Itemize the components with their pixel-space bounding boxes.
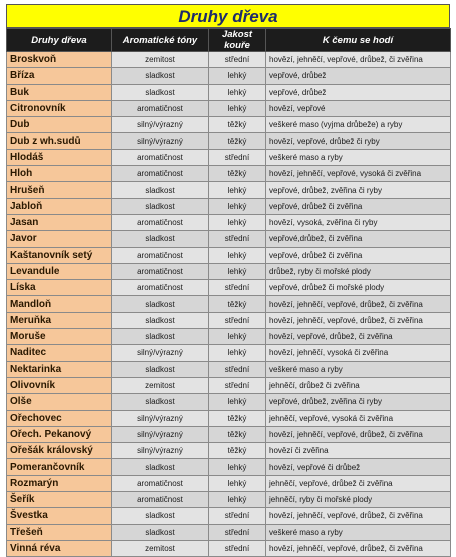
table-row: [7, 475, 451, 491]
aroma-cell: zemitost: [112, 540, 209, 556]
table-row: [7, 182, 451, 198]
smoke-quality-cell: těžký: [209, 410, 266, 426]
table-row: [7, 443, 451, 459]
usage-cell: veškeré maso (vyjma drůbeže) a ryby: [266, 117, 451, 133]
usage-cell: hovězí, jehněčí, vepřové, drůbež, či zvěřina: [266, 312, 451, 328]
aroma-cell: silný/výrazný: [112, 426, 209, 442]
usage-cell: vepřové, drůbež: [266, 84, 451, 100]
usage-cell: jehněčí, vepřové, drůbež či zvěřina: [266, 475, 451, 491]
wood-name-cell: Hrušeň: [7, 182, 112, 198]
table-row: [7, 117, 451, 133]
wood-name-cell: Levandule: [7, 263, 112, 279]
wood-name-cell: Třešeň: [7, 524, 112, 540]
table-row: [7, 361, 451, 377]
wood-name-cell: Jabloň: [7, 198, 112, 214]
aroma-cell: sladkost: [112, 394, 209, 410]
smoke-quality-cell: těžký: [209, 133, 266, 149]
table-row: [7, 345, 451, 361]
aroma-cell: silný/výrazný: [112, 443, 209, 459]
usage-cell: hovězí či zvěřina: [266, 443, 451, 459]
wood-name-cell: Meruňka: [7, 312, 112, 328]
usage-cell: hovězí, jehněčí, vepřové, drůbež, či zvěřina: [266, 508, 451, 524]
table-row: [7, 149, 451, 165]
smoke-quality-cell: lehký: [209, 263, 266, 279]
usage-cell: hovězí, jehněčí, vysoká či zvěřina: [266, 345, 451, 361]
aroma-cell: aromatičnost: [112, 475, 209, 491]
table-row: [7, 198, 451, 214]
wood-name-cell: Olše: [7, 394, 112, 410]
usage-cell: jehněčí, vepřové, vysoká či zvěřina: [266, 410, 451, 426]
aroma-cell: aromatičnost: [112, 280, 209, 296]
smoke-quality-cell: těžký: [209, 443, 266, 459]
aroma-cell: silný/výrazný: [112, 117, 209, 133]
usage-cell: veškeré maso a ryby: [266, 149, 451, 165]
smoke-quality-cell: střední: [209, 361, 266, 377]
smoke-quality-cell: těžký: [209, 426, 266, 442]
wood-name-cell: Javor: [7, 231, 112, 247]
wood-name-cell: Ořešák královský: [7, 443, 112, 459]
table-row: [7, 426, 451, 442]
aroma-cell: sladkost: [112, 508, 209, 524]
aroma-cell: sladkost: [112, 231, 209, 247]
wood-name-cell: Nektarinka: [7, 361, 112, 377]
wood-name-cell: Pomerančovník: [7, 459, 112, 475]
wood-name-cell: Olivovník: [7, 377, 112, 393]
smoke-quality-cell: lehký: [209, 68, 266, 84]
wood-name-cell: Ořechovec: [7, 410, 112, 426]
smoke-quality-cell: střední: [209, 280, 266, 296]
usage-cell: vepřové, drůbež či zvěřina: [266, 198, 451, 214]
smoke-quality-cell: lehký: [209, 492, 266, 508]
smoke-quality-cell: střední: [209, 149, 266, 165]
column-header-smoke: Jakost kouře: [209, 29, 266, 52]
usage-cell: vepřové, drůbež či zvěřina: [266, 247, 451, 263]
aroma-cell: sladkost: [112, 459, 209, 475]
column-header-use: K čemu se hodí: [266, 29, 451, 52]
wood-name-cell: Moruše: [7, 329, 112, 345]
table-row: [7, 231, 451, 247]
wood-name-cell: Buk: [7, 84, 112, 100]
table-row: [7, 508, 451, 524]
aroma-cell: sladkost: [112, 329, 209, 345]
column-header-wood: Druhy dřeva: [7, 29, 112, 52]
usage-cell: jehněčí, drůbež či zvěřina: [266, 377, 451, 393]
wood-name-cell: Hloh: [7, 166, 112, 182]
usage-cell: drůbež, ryby či mořské plody: [266, 263, 451, 279]
aroma-cell: silný/výrazný: [112, 345, 209, 361]
smoke-quality-cell: těžký: [209, 117, 266, 133]
smoke-quality-cell: střední: [209, 231, 266, 247]
smoke-quality-cell: lehký: [209, 182, 266, 198]
usage-cell: hovězí, vysoká, zvěřina či ryby: [266, 214, 451, 230]
usage-cell: hovězí, vepřové, drůbež či ryby: [266, 133, 451, 149]
smoke-quality-cell: lehký: [209, 394, 266, 410]
wood-name-cell: Rozmarýn: [7, 475, 112, 491]
smoke-quality-cell: střední: [209, 52, 266, 68]
smoke-quality-cell: lehký: [209, 214, 266, 230]
table-body: [7, 52, 451, 557]
table-row: [7, 459, 451, 475]
wood-name-cell: Broskvoň: [7, 52, 112, 68]
usage-cell: veškeré maso a ryby: [266, 524, 451, 540]
aroma-cell: aromatičnost: [112, 100, 209, 116]
aroma-cell: sladkost: [112, 524, 209, 540]
usage-cell: hovězí, jehněčí, vepřové, drůbež, či zvěřina: [266, 296, 451, 312]
sheet-title: Druhy dřeva: [6, 4, 450, 28]
smoke-quality-cell: lehký: [209, 84, 266, 100]
table-row: [7, 247, 451, 263]
wood-name-cell: Naditec: [7, 345, 112, 361]
aroma-cell: sladkost: [112, 312, 209, 328]
aroma-cell: sladkost: [112, 198, 209, 214]
table-row: [7, 312, 451, 328]
table-row: [7, 166, 451, 182]
table-row: [7, 540, 451, 556]
aroma-cell: sladkost: [112, 182, 209, 198]
smoke-quality-cell: těžký: [209, 296, 266, 312]
wood-name-cell: Mandloň: [7, 296, 112, 312]
aroma-cell: aromatičnost: [112, 263, 209, 279]
smoke-quality-cell: lehký: [209, 345, 266, 361]
usage-cell: vepřové, drůbež, zvěřina či ryby: [266, 394, 451, 410]
wood-name-cell: Líska: [7, 280, 112, 296]
usage-cell: jehněčí, ryby či mořské plody: [266, 492, 451, 508]
aroma-cell: aromatičnost: [112, 247, 209, 263]
usage-cell: hovězí, jehněčí, vepřové, vysoká či zvěřina: [266, 166, 451, 182]
table-row: [7, 410, 451, 426]
smoke-quality-cell: lehký: [209, 329, 266, 345]
aroma-cell: silný/výrazný: [112, 410, 209, 426]
smoke-quality-cell: střední: [209, 540, 266, 556]
smoke-quality-cell: střední: [209, 377, 266, 393]
usage-cell: hovězí, jehněčí, vepřové, drůbež, či zvěřina: [266, 52, 451, 68]
usage-cell: vepřové,drůbež, či zvěřina: [266, 231, 451, 247]
wood-name-cell: Kaštanovník setý: [7, 247, 112, 263]
table-row: [7, 52, 451, 68]
table-row: [7, 280, 451, 296]
wood-name-cell: Vinná réva: [7, 540, 112, 556]
column-header-aroma: Aromatické tóny: [112, 29, 209, 52]
table-row: [7, 329, 451, 345]
table-row: [7, 377, 451, 393]
smoke-quality-cell: lehký: [209, 198, 266, 214]
wood-name-cell: Bříza: [7, 68, 112, 84]
usage-cell: veškeré maso a ryby: [266, 361, 451, 377]
table-row: [7, 133, 451, 149]
wood-name-cell: Dub: [7, 117, 112, 133]
smoke-quality-cell: lehký: [209, 247, 266, 263]
usage-cell: vepřové, drůbež či mořské plody: [266, 280, 451, 296]
table-row: [7, 100, 451, 116]
usage-cell: hovězí, jehněčí, vepřové, drůbež, či zvěřina: [266, 426, 451, 442]
aroma-cell: zemitost: [112, 377, 209, 393]
table-row: [7, 296, 451, 312]
smoke-quality-cell: lehký: [209, 459, 266, 475]
usage-cell: vepřové, drůbež, zvěřina či ryby: [266, 182, 451, 198]
wood-name-cell: Dub z wh.sudů: [7, 133, 112, 149]
usage-cell: vepřové, drůbež: [266, 68, 451, 84]
table-row: [7, 394, 451, 410]
wood-name-cell: Šeřík: [7, 492, 112, 508]
aroma-cell: aromatičnost: [112, 149, 209, 165]
usage-cell: hovězí, vepřové či drůbež: [266, 459, 451, 475]
wood-name-cell: Jasan: [7, 214, 112, 230]
usage-cell: hovězí, jehněčí, vepřové, drůbež, či zvěřina: [266, 540, 451, 556]
table-header-row: [7, 29, 451, 52]
aroma-cell: aromatičnost: [112, 214, 209, 230]
wood-table: [6, 28, 451, 557]
wood-types-sheet: [6, 4, 450, 555]
smoke-quality-cell: lehký: [209, 100, 266, 116]
usage-cell: hovězí, vepřové: [266, 100, 451, 116]
usage-cell: hovězí, vepřové, drůbež, či zvěřina: [266, 329, 451, 345]
aroma-cell: aromatičnost: [112, 492, 209, 508]
aroma-cell: silný/výrazný: [112, 133, 209, 149]
wood-name-cell: Švestka: [7, 508, 112, 524]
table-row: [7, 524, 451, 540]
table-row: [7, 84, 451, 100]
smoke-quality-cell: střední: [209, 508, 266, 524]
table-row: [7, 68, 451, 84]
table-row: [7, 263, 451, 279]
smoke-quality-cell: střední: [209, 524, 266, 540]
smoke-quality-cell: těžký: [209, 166, 266, 182]
aroma-cell: sladkost: [112, 84, 209, 100]
aroma-cell: sladkost: [112, 296, 209, 312]
aroma-cell: sladkost: [112, 68, 209, 84]
table-row: [7, 214, 451, 230]
wood-name-cell: Ořech. Pekanový: [7, 426, 112, 442]
smoke-quality-cell: střední: [209, 312, 266, 328]
aroma-cell: zemitost: [112, 52, 209, 68]
aroma-cell: sladkost: [112, 361, 209, 377]
wood-name-cell: Citronovník: [7, 100, 112, 116]
aroma-cell: aromatičnost: [112, 166, 209, 182]
smoke-quality-cell: lehký: [209, 475, 266, 491]
wood-name-cell: Hlodáš: [7, 149, 112, 165]
